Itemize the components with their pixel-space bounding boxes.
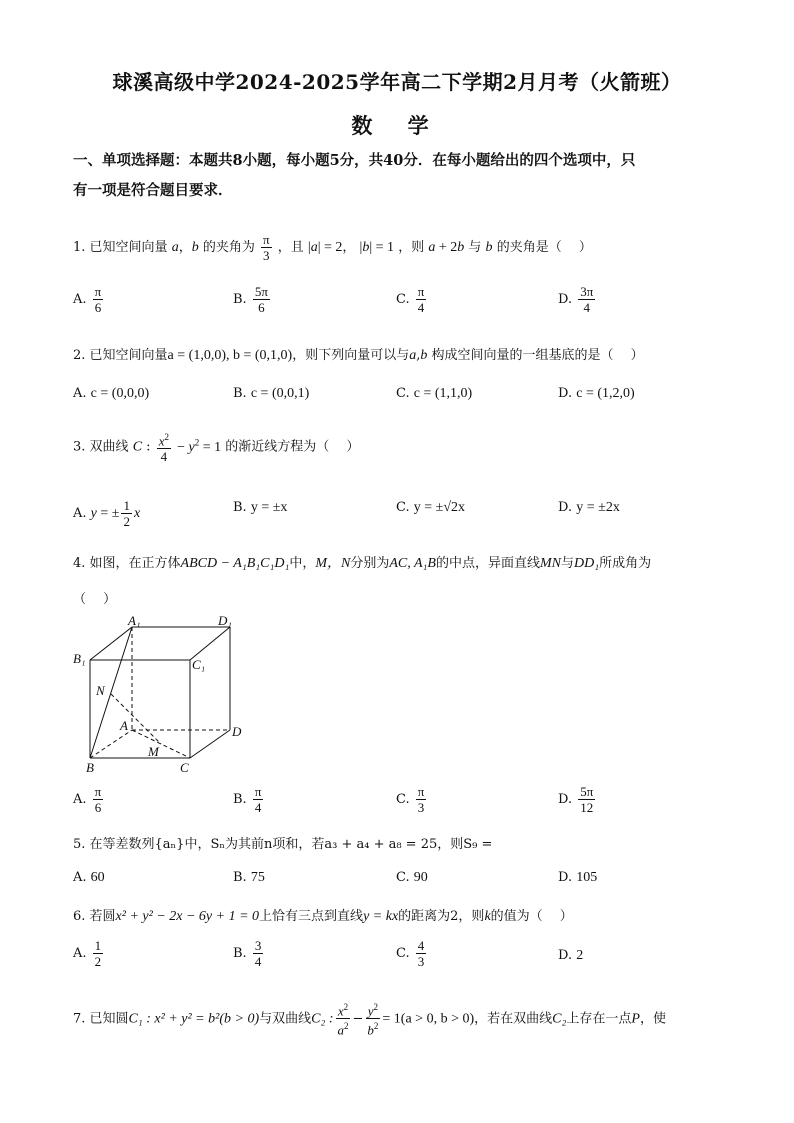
subject-title: 数 学 <box>351 113 443 138</box>
q3-option-d[interactable]: D. y = ±2x <box>558 500 620 515</box>
q2-option-b[interactable]: B. c = (0,0,1) <box>233 386 310 401</box>
label-b: B <box>86 760 94 775</box>
q4-option-c[interactable]: C. $\frac{\pi}{3}$ <box>396 784 425 815</box>
q6-option-d[interactable]: D. 2 <box>558 948 584 963</box>
label-n: N <box>96 683 105 698</box>
edge-b1a1 <box>90 627 132 660</box>
edge-cd <box>190 730 230 758</box>
cube-figure <box>72 612 252 780</box>
q4-option-b[interactable]: B. $\frac{\pi}{4}$ <box>233 784 262 815</box>
q1-option-d[interactable]: D. $\frac{3\pi}{4}$ <box>558 284 594 315</box>
q1-option-a[interactable]: A. $\frac{\pi}{6}$ <box>73 284 102 315</box>
q5-option-b[interactable]: B. 75 <box>233 870 265 885</box>
label-d: D <box>232 724 242 739</box>
q6-option-b[interactable]: B. $\frac{3}{4}$ <box>233 938 262 969</box>
q1-option-c[interactable]: C. $\frac{\pi}{4}$ <box>396 284 425 315</box>
question-7-stem: 7. 已知圆C₁ : x² + y² = b²(b > 0)与双曲线C₂ : $\frac{x^2}{a^2}$ − $\frac{y^2}{b^2}$ = 1(a > 0, b > 0)，若在双曲线C₂上存在一点P，使 <box>73 1002 666 1038</box>
question-5-stem: 5. 在等差数列{aₙ}中，Sₙ为其前n项和，若a₃ + a₄ + a₈ = 25，则S₉ = <box>73 837 493 852</box>
question-2-stem: 2. 已知空间向量a = (1,0,0), b = (0,1,0)，则下列向量可以与a,b 构成空间向量的一组基底的是（ ） <box>73 348 644 363</box>
segment-mn-hidden <box>111 694 161 744</box>
q5-option-c[interactable]: C. 90 <box>396 870 428 885</box>
section-heading-line2: 有一项是符合题目要求． <box>73 182 233 199</box>
q2-option-a[interactable]: A. c = (0,0,0) <box>73 386 150 401</box>
label-d1: D₁ <box>218 613 232 628</box>
section-heading <box>73 146 723 206</box>
question-4-stem: 4. 如图，在正方体ABCD − A₁B₁C₁D₁中，M，N分别为AC, A₁B的中点，异面直线MN与DD₁所成角为 <box>73 556 652 571</box>
section-heading-line1: 一、单项选择题：本题共8小题，每小题5分，共40分．在每小题给出的四个选项中，只 <box>73 152 636 169</box>
label-m: M <box>148 744 159 759</box>
exam-title: 球溪高级中学2024-2025学年高二下学期2月月考（火箭班） <box>112 70 682 94</box>
q3-option-c[interactable]: C. y = ±√2x <box>396 500 466 515</box>
q5-option-a[interactable]: A. 60 <box>73 870 105 885</box>
q3-option-a[interactable]: A. y = ± $\frac{1}{2}$ x <box>73 498 141 529</box>
label-c1: C₁ <box>192 657 206 672</box>
q6-option-c[interactable]: C. $\frac{4}{3}$ <box>396 938 425 969</box>
q5-option-d[interactable]: D. 105 <box>558 870 598 885</box>
question-4-stem-line2: （ ） <box>73 592 117 607</box>
q3-option-b[interactable]: B. y = ±x <box>233 500 288 515</box>
q6-option-a[interactable]: A. $\frac{1}{2}$ <box>73 938 102 969</box>
label-a1: A₁ <box>128 613 141 628</box>
q1-option-b[interactable]: B. $\frac{5\pi}{6}$ <box>233 284 268 315</box>
question-6-stem: 6. 若圆x² + y² − 2x − 6y + 1 = 0上恰有三点到直线y = kx的距离为2，则k的值为（ ） <box>73 909 573 924</box>
q4-option-a[interactable]: A. $\frac{\pi}{6}$ <box>73 784 102 815</box>
edge-ba-hidden <box>90 730 132 758</box>
question-3-stem: 3. 双曲线 C : $\frac{x^2}{4}$ − $y^2 = 1$ 的渐近线方程为（ ） <box>73 432 360 465</box>
edge-c1d1 <box>190 627 230 660</box>
question-1-stem: 1. 已知空间向量 a，b 的夹角为 $\frac{\pi}{3}$ ，且 |a| = 2， |b| = 1 ，则 a + 2b 与 b 的夹角是（ ） <box>73 232 592 263</box>
label-a: A <box>120 718 128 733</box>
q4-option-d[interactable]: D. $\frac{5\pi}{12}$ <box>558 784 594 815</box>
label-b1: B₁ <box>73 651 86 666</box>
q2-option-d[interactable]: D. c = (1,2,0) <box>558 386 635 401</box>
label-c: C <box>180 760 189 775</box>
q2-option-c[interactable]: C. c = (1,1,0) <box>396 386 473 401</box>
